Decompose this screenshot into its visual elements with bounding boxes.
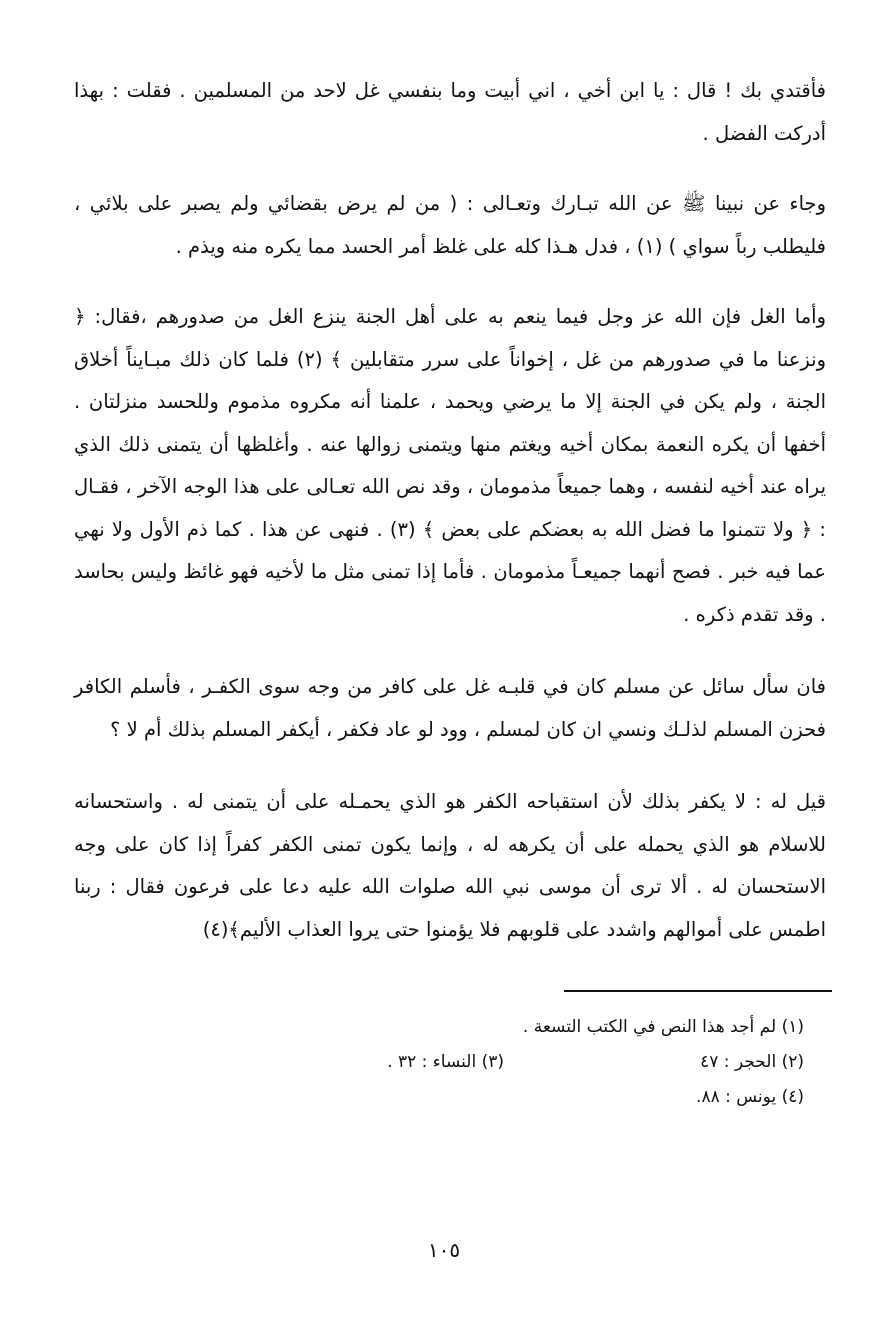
paragraph-5: قيل له : لا يكفر بذلك لأن استقباحه الكفر هو الذي يحمـله على أن يتمنى له . واستحسانه للاسلام هو الذي يحمله على أن يكرهه له ، وإنما يكون تمنى الكفر كفراً إذا كان على وجه الاستحسان له . ألا ترى أن موسى نبي الله صلوات الله عليه دعا على فرعون فقال : ربنا اطمس على أموالهم واشدد على قلوبهم فلا يؤمنوا حتى يروا العذاب الأليم﴾(٤): [74, 790, 826, 941]
footnotes: [74, 1010, 826, 1115]
paragraph-3: وأما الغل فإن الله عز وجل فيما ينعم به على أهل الجنة ينزع الغل من صدورهم ،فقال: ﴿ ونزعنا ما في صدورهم من غل ، إخواناً على سرر متقابلين ﴾ (٢) فلما كان ذلك مبـايناً أخلاق الجنة ، ولم يكن في الجنة إلا ما يرضي ويحمد ، علمنا أنه مكروه مذموم وللحسد منزلتان . أخفها أن يكره النعمة بمكان أخيه ويغتم منها ويتمنى زوالها عنه . وأغلظها أن يتمنى ذلك الذي يراه عند أخيه لنفسه ، وهما جميعاً مذمومان ، وقد نص الله تعـالى على هذا الوجه الآخر ، فقـال : ﴿ ولا تتمنوا ما فضل الله به بعضكم على بعض ﴾ (٣) . فنهى عن هذا . كما ذم الأول ولا نهي عما فيه خبر . فصح أنهما جميعـاً مذمومان . فأما إذا تمنى مثل ما لأخيه فهو غائظ وليس بحاسد . وقد تقدم ذكره .: [74, 305, 826, 626]
footnote-4: (٤) يونس : ٨٨.: [696, 1087, 804, 1107]
footnote-separator: [74, 977, 826, 996]
paragraph-1: فأقتدي بك ! قال : يا ابن أخي ، اني أبيت وما بنفسي غل لاحد من المسلمين . فقلت : بهذا أدركت الفضل .: [74, 79, 826, 145]
footnote-2: (٢) الحجر : ٤٧: [700, 1052, 804, 1072]
footnote-1: (١) لم أجد هذا النص في الكتب التسعة .: [522, 1017, 804, 1037]
main-text: [74, 70, 826, 951]
paragraph-2: وجاء عن نبينا ﷺ عن الله تبـارك وتعـالى : ( من لم يرض بقضائي ولم يصبر على بلائي ، فليطلب رباً سواي ) (١) ، فدل هـذا كله على غلظ أمر الحسد مما يكره منه ويذم .: [74, 192, 826, 258]
page-number: ١٠٥: [427, 1238, 461, 1262]
paragraph-4: فان سأل سائل عن مسلم كان في قلبـه غل على كافر من وجه سوى الكفـر ، فأسلم الكافر فحزن المسلم لذلـك ونسي ان كان لمسلم ، وود لو عاد فكفر ، أيكفر المسلم بذلك أم لا ؟: [74, 675, 826, 741]
footnote-3: (٣) النساء : ٣٢ .: [387, 1052, 504, 1072]
footnote-row-2: [74, 1045, 804, 1080]
